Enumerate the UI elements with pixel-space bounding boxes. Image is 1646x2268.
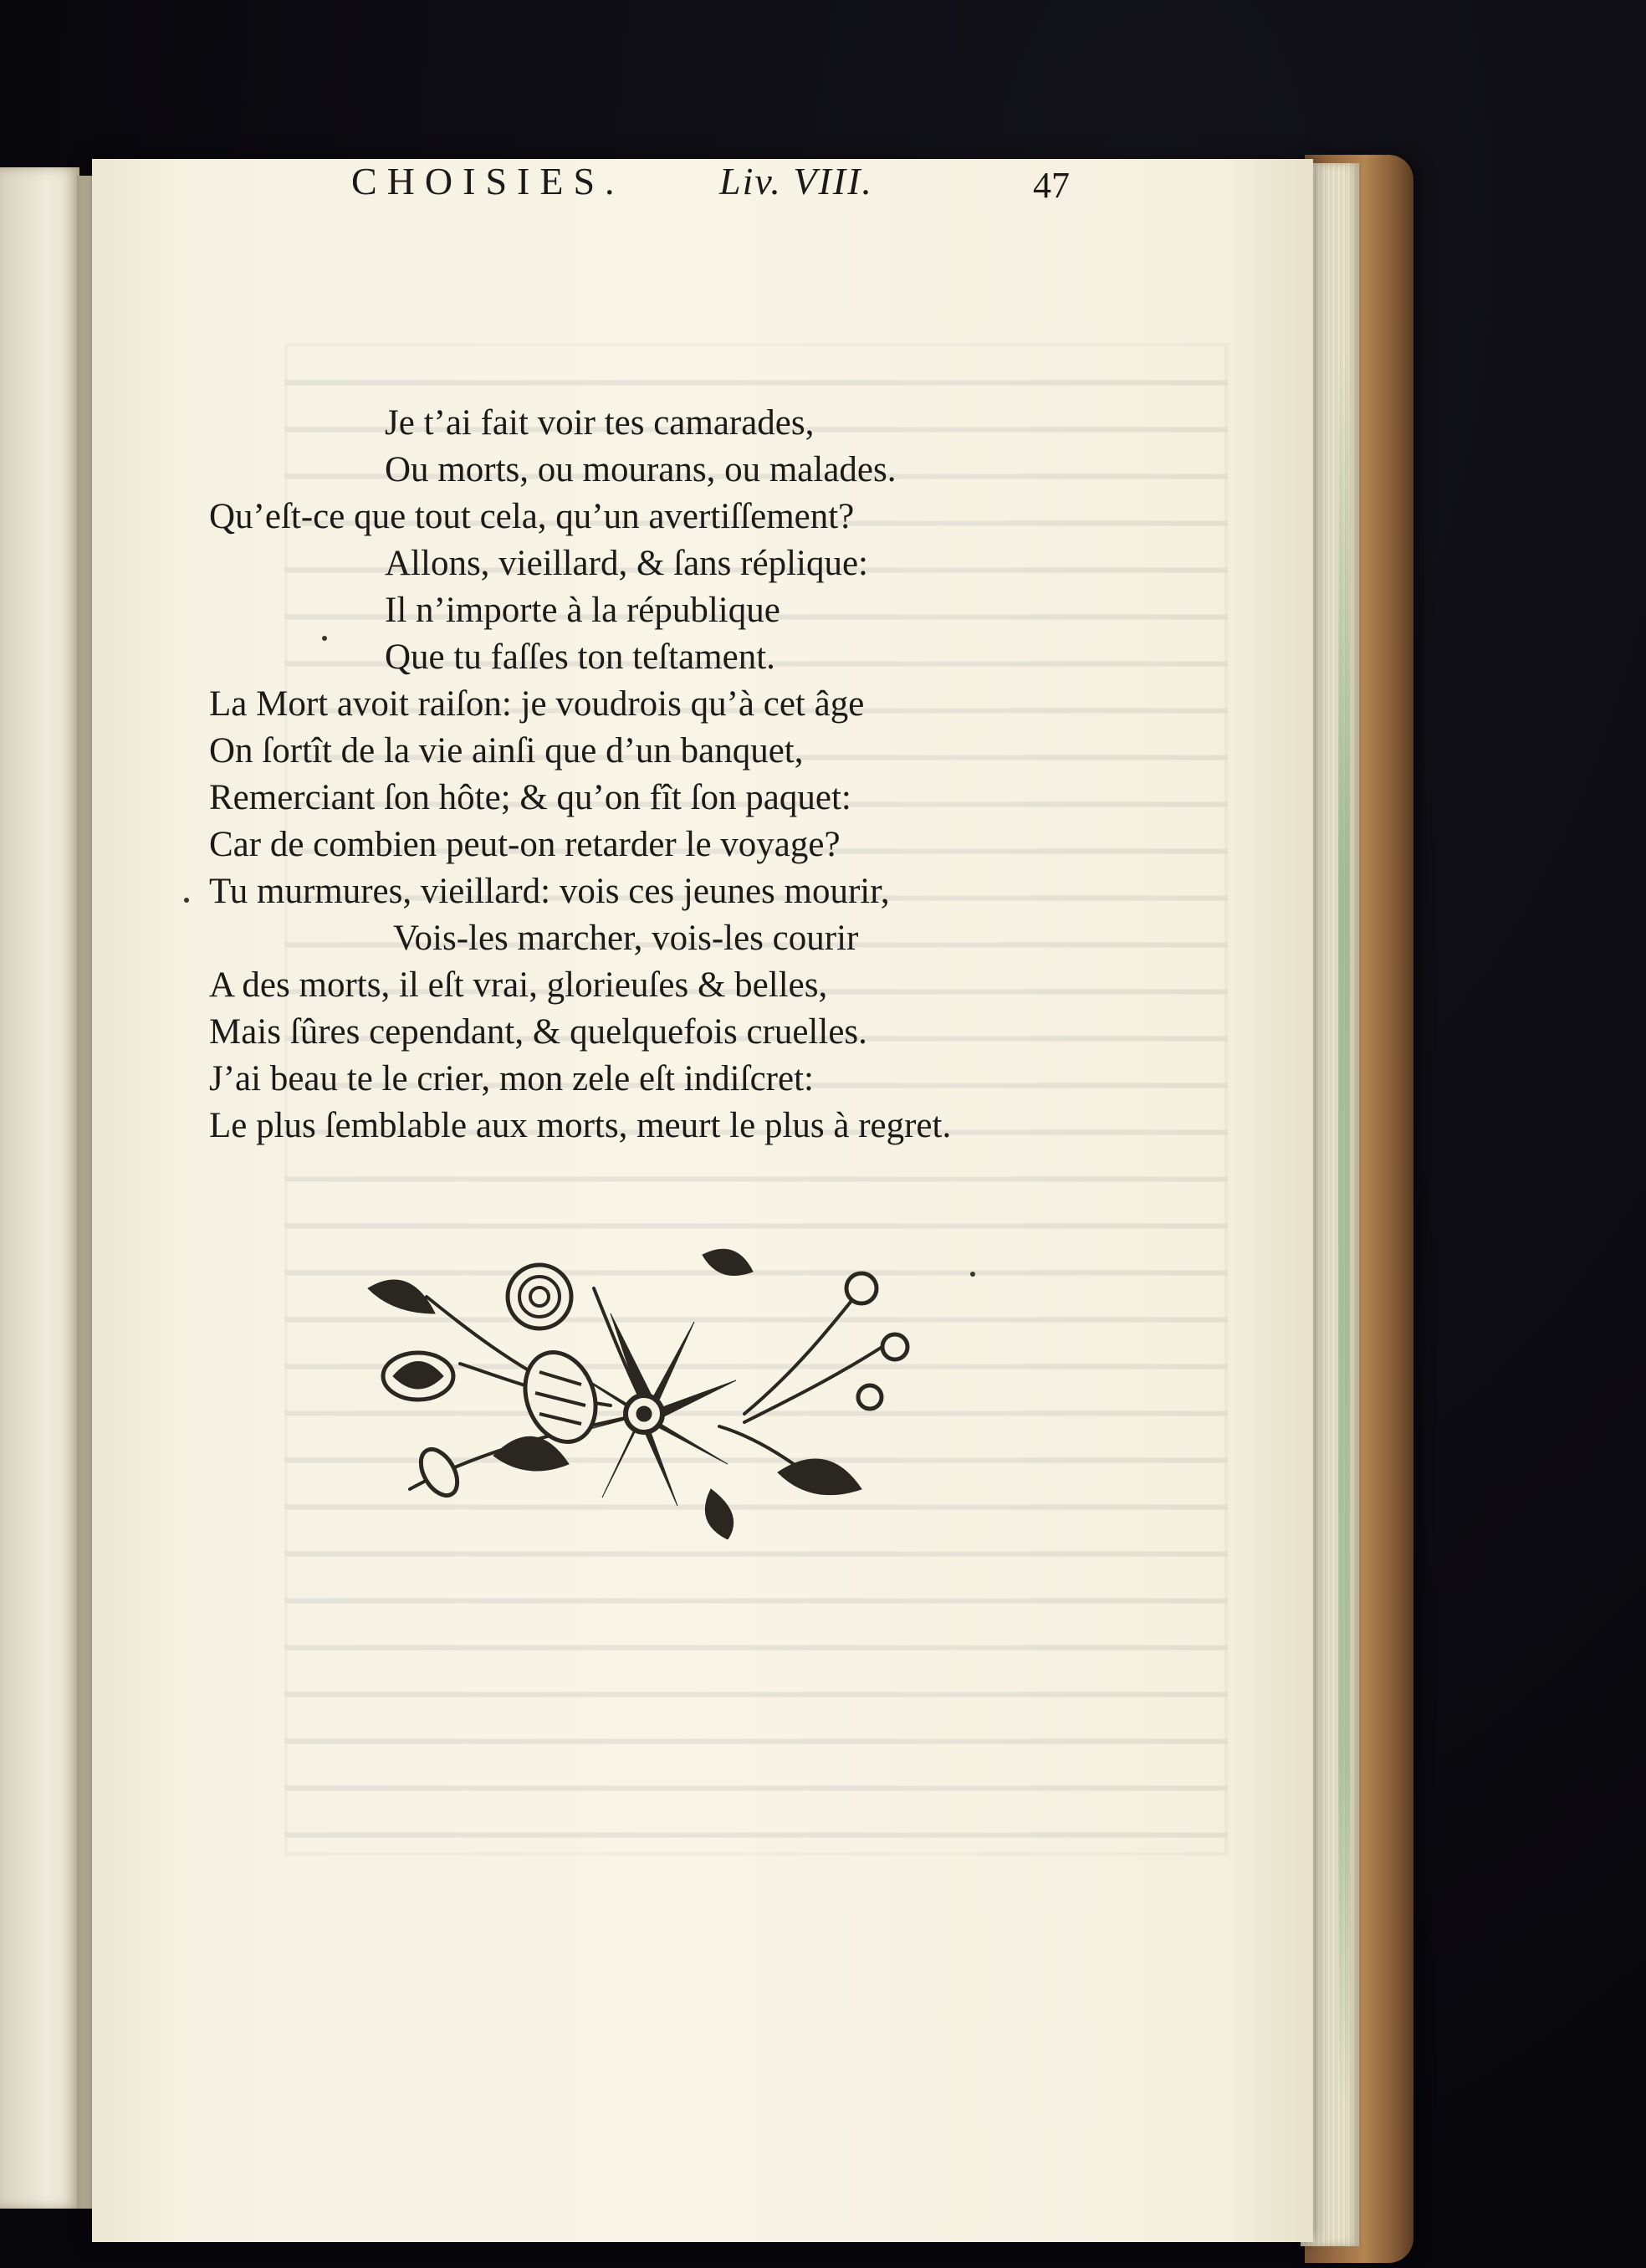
stray-mark (970, 1272, 975, 1277)
poem-line: On ſortît de la vie ainſi que d’un banquet, (209, 731, 804, 771)
running-title: CHOISIES. (351, 160, 625, 202)
poem-line: Car de combien peut-on retarder le voyage? (209, 825, 841, 864)
poem-line: Je t’ai fait voir tes camarades, (385, 403, 815, 443)
poem-line: Vois-les marcher, vois-les courir (393, 919, 859, 958)
poem-line: Mais ſûres cependant, & quelquefois cruelles. (209, 1012, 867, 1052)
poem-line: Allons, vieillard, & ſans réplique: (385, 544, 869, 583)
poem-line: Ou morts, ou mourans, ou malades. (385, 450, 897, 489)
poem-line: Qu’eſt-ce que tout cela, qu’un avertiſſement? (209, 497, 855, 536)
poem-line: La Mort avoit raiſon: je voudrois qu’à cet âge (209, 684, 865, 724)
page-edge-tint (1338, 351, 1350, 2108)
stray-mark (322, 636, 327, 641)
poem-line: A des morts, il eſt vrai, glorieuſes & belles, (209, 965, 828, 1005)
page-number: 47 (1033, 165, 1070, 206)
poem-line: Le plus ſemblable aux morts, meurt le plus à regret. (209, 1106, 952, 1145)
poem-line: Il n’importe à la république (385, 591, 780, 630)
floral-ornament (360, 1238, 945, 1539)
poem-line: Que tu faſſes ton teſtament. (385, 637, 775, 677)
poem-line: J’ai beau te le crier, mon zele eſt indiſcret: (209, 1059, 814, 1098)
poem-text (209, 400, 1196, 1149)
poem-line: Tu murmures, vieillard: vois ces jeunes mourir, (209, 872, 890, 911)
book-reference: Liv. VIII. (719, 160, 873, 202)
left-page-edge (0, 167, 79, 2209)
stray-mark (184, 898, 189, 903)
poem-line: Remerciant ſon hôte; & qu’on fît ſon paquet: (209, 778, 851, 817)
